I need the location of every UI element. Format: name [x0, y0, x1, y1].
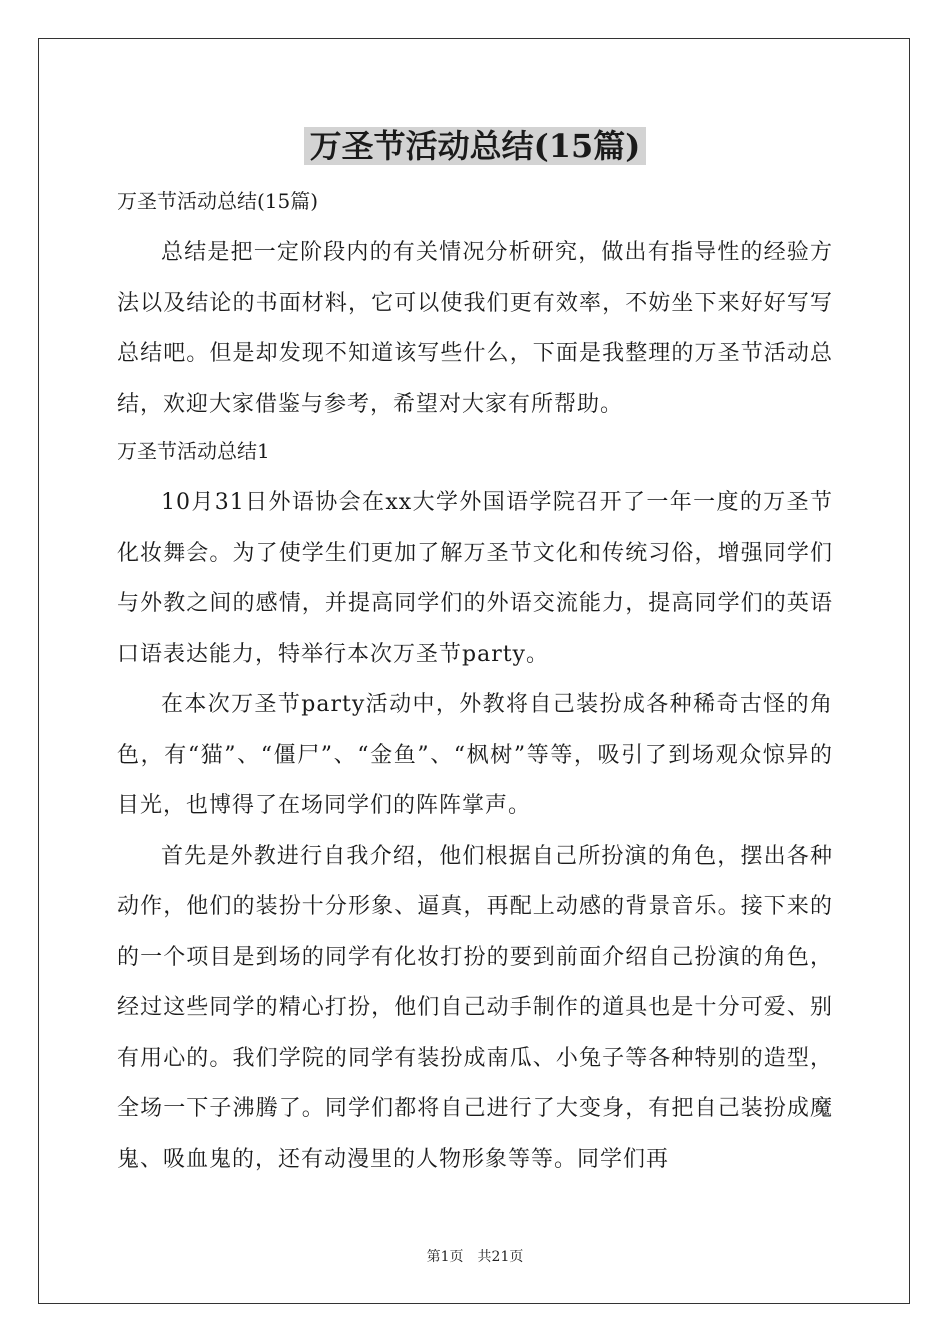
document-subtitle: 万圣节活动总结(15篇) — [117, 189, 319, 213]
body-paragraph: 在本次万圣节party活动中，外教将自己装扮成各种稀奇古怪的角色，有“猫”、“僵尸”、“金鱼”、“枫树”等等，吸引了到场观众惊异的目光，也博得了在场同学们的阵阵掌声。 — [117, 692, 833, 818]
page-footer: 第1页 共21页 — [426, 1249, 524, 1265]
document-title — [0, 124, 950, 168]
document-title-text: 万圣节活动总结(15篇) — [304, 127, 647, 165]
body-paragraph: 首先是外教进行自我介绍，他们根据自己所扮演的角色，摆出各种动作，他们的装扮十分形象、逼真，再配上动感的背景音乐。接下来的的一个项目是到场的同学有化妆打扮的要到前面介绍自己扮演的角色，经过这些同学的精心打扮，他们自己动手制作的道具也是十分可爱、别有用心的。我们学院的同学有装扮成南瓜、小兔子等各种特别的造型，全场一下子沸腾了。同学们都将自己进行了大变身，有把自己装扮成魔鬼、吸血鬼的，还有动漫里的人物形象等等。同学们再 — [117, 843, 833, 1172]
intro-paragraph: 总结是把一定阶段内的有关情况分析研究，做出有指导性的经验方法以及结论的书面材料，它可以使我们更有效率，不妨坐下来好好写写总结吧。但是却发现不知道该写些什么，下面是我整理的万圣节活动总结，欢迎大家借鉴与参考，希望对大家有所帮助。 — [117, 240, 833, 417]
body-paragraph: 10月31日外语协会在xx大学外国语学院召开了一年一度的万圣节化妆舞会。为了使学生们更加了解万圣节文化和传统习俗，增强同学们与外教之间的感情，并提高同学们的外语交流能力，提高同学们的英语口语表达能力，特举行本次万圣节party。 — [117, 490, 833, 667]
section-heading: 万圣节活动总结1 — [117, 439, 270, 463]
document-body — [117, 180, 833, 1185]
